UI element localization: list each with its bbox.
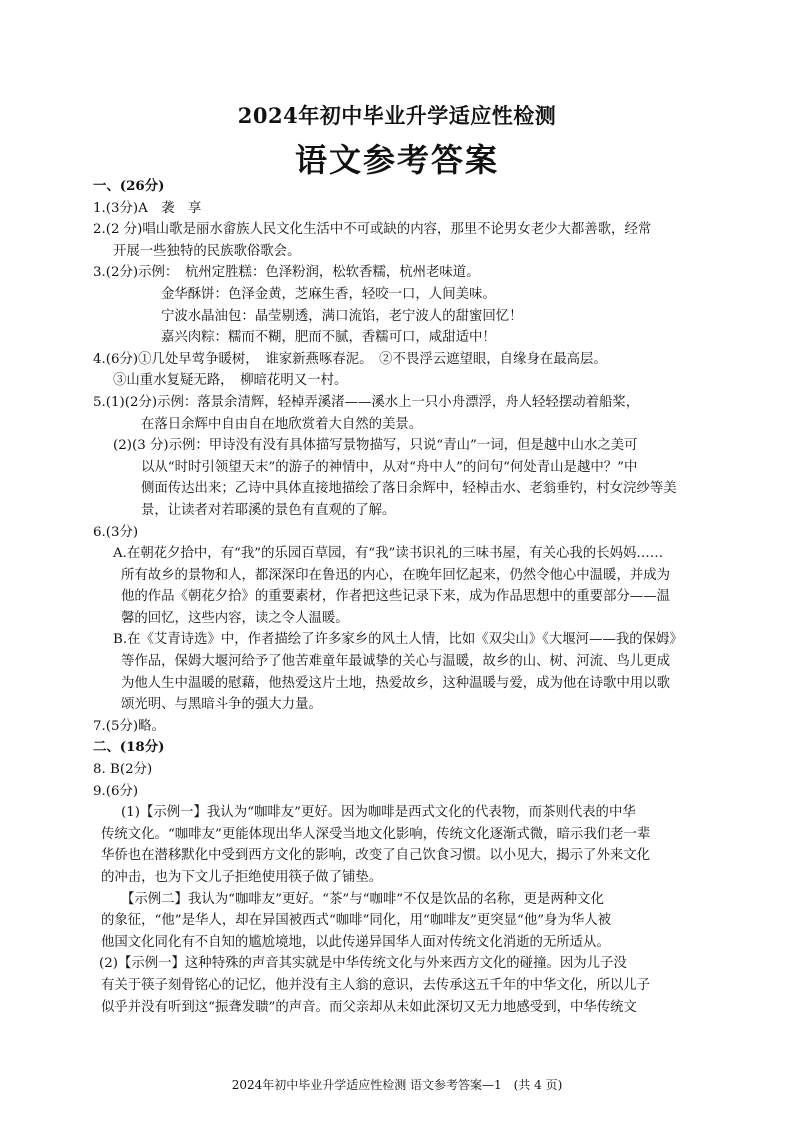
answer-line: (1)【示例一】我认为“咖啡友”更好。因为咖啡是西式文化的代表物，而茶则代表的中华 bbox=[121, 805, 636, 821]
answer-line: 金华酥饼：色泽金黄，芝麻生香，轻咬一口，人间美味。 bbox=[161, 286, 496, 302]
answer-line: 华侨也在潜移默化中受到西方文化的影响，改变了自己饮食习惯。以小见大，揭示了外来文化 bbox=[101, 848, 651, 864]
answer-line: 景，让读者对若耶溪的景色有直观的了解。 bbox=[141, 502, 396, 518]
answer-line: A.在朝花夕拾中，有“我”的乐园百草园，有“我”读书识礼的三味书屋，有关心我的长妈妈…… bbox=[113, 546, 664, 562]
answer-line: 5.(1)(2分)示例：落景余清辉，轻棹弄溪渚——溪水上一只小舟漂浮，舟人轻轻摆动着船桨， bbox=[93, 394, 640, 410]
answer-line: (2)【示例一】这种特殊的声音其实就是中华传统文化与外来西方文化的碰撞。因为儿子没 bbox=[99, 956, 627, 972]
answer-line: 他的作品《朝花夕拾》的重要素材，作者把这些记录下来，成为作品思想中的重要部分——温 bbox=[121, 589, 671, 605]
section-heading: 一、(26分) bbox=[93, 178, 165, 194]
answer-line: 2.(2 分)唱山歌是丽水畲族人民文化生活中不可或缺的内容，那里不论男女老少大都善歌，经常 bbox=[93, 222, 652, 238]
answer-line: 颂光明、与黑暗斗争的强大力量。 bbox=[121, 697, 322, 713]
answer-line: 所有故乡的景物和人，都深深印在鲁迅的内心，在晚年回忆起来，仍然令他心中温暖，并成为 bbox=[121, 567, 671, 583]
answer-line: 馨的回忆，这些内容，读之令人温暖。 bbox=[121, 610, 349, 626]
answer-line: 6.(3分) bbox=[93, 524, 139, 540]
document-title: 2024年初中毕业升学适应性检测 bbox=[237, 103, 557, 128]
answer-line: 有关于筷子刻骨铭心的记忆，他并没有主人翁的意识，去传承这五千年的中华文化，所以儿子 bbox=[101, 977, 651, 993]
answer-line: 7.(5分)略。 bbox=[93, 718, 165, 734]
answer-line: 3.(2分)示例： 杭州定胜糕：色泽粉润，松软香糯，杭州老味道。 bbox=[93, 265, 480, 281]
answer-line: 等作品，保姆大堰河给予了他苦难童年最诚挚的关心与温暖，故乡的山、树、河流、鸟儿更成 bbox=[121, 654, 671, 670]
answer-line: 侧面传达出来；乙诗中具体直接地描绘了落日余辉中，轻棹击水、老翁垂钓，村女浣纱等美 bbox=[141, 481, 677, 497]
answer-line: 为他人生中温暖的慰藉，他热爱这片土地，热爱故乡，这种温暖与爱，成为他在诗歌中用以歌 bbox=[121, 675, 671, 691]
answer-line: 9.(6分) bbox=[93, 783, 139, 799]
answer-line: B.在《艾青诗选》中，作者描绘了许多家乡的风土人情，比如《双尖山》《大堰河——我的保姆》 bbox=[113, 632, 683, 648]
answer-line: 他国文化同化有不自知的尴尬境地，以此传递异国华人面对传统文化消逝的无所适从。 bbox=[101, 934, 610, 950]
answer-body bbox=[93, 176, 713, 1018]
answer-line: 1.(3分)A 袭 享 bbox=[93, 200, 202, 216]
answer-line: 开展一些独特的民族歌俗歌会。 bbox=[113, 243, 301, 259]
answer-line: 4.(6分)①几处早莺争暖树， 谁家新燕啄春泥。 ②不畏浮云遮望眼，自缘身在最高层。 bbox=[93, 351, 607, 367]
page-footer: 2024年初中毕业升学适应性检测 语文参考答案—1 (共 4 页) bbox=[231, 1078, 563, 1092]
answer-line: 在落日余辉中自由自在地欣赏着大自然的美景。 bbox=[141, 416, 423, 432]
answer-line: 宁波水晶油包：晶莹剔透，满口流馅，老宁波人的甜蜜回忆！ bbox=[161, 308, 523, 324]
answer-line: 的冲击，也为下文儿子拒绝使用筷子做了铺垫。 bbox=[101, 870, 383, 885]
answer-line: 8. B(2分) bbox=[93, 762, 153, 778]
answer-line: 以从“时时引领望天末”的游子的神情中，从对“舟中人”的问句“何处青山是越中？”中 bbox=[141, 459, 638, 475]
answer-line: 【示例二】我认为“咖啡友”更好。“茶”与“咖啡”不仅是饮品的名称，更是两种文化 bbox=[121, 891, 604, 907]
answer-line: 似乎并没有听到这“振聋发聩”的声音。而父亲却从未如此深切又无力地感受到，中华传统文 bbox=[101, 999, 637, 1015]
document-subtitle: 语文参考答案 bbox=[294, 141, 499, 179]
answer-line: ③山重水复疑无路， 柳暗花明又一村。 bbox=[113, 373, 348, 389]
answer-line: 的象征，“他”是华人，却在异国被西式“咖啡”同化，用“咖啡友”更突显“他”身为华人被 bbox=[101, 913, 612, 929]
answer-line: 嘉兴肉粽：糯而不糊，肥而不腻，香糯可口，咸甜适中！ bbox=[161, 330, 496, 346]
section-heading: 二、(18分) bbox=[93, 739, 165, 756]
answer-line: (2)(3 分)示例：甲诗没有没有具体描写景物描写，只说“青山”一词，但是越中山水之美可 bbox=[113, 438, 638, 454]
answer-line: 传统文化。“咖啡友”更能体现出华人深受当地文化影响，传统文化逐渐式微，暗示我们老一辈 bbox=[101, 826, 651, 842]
